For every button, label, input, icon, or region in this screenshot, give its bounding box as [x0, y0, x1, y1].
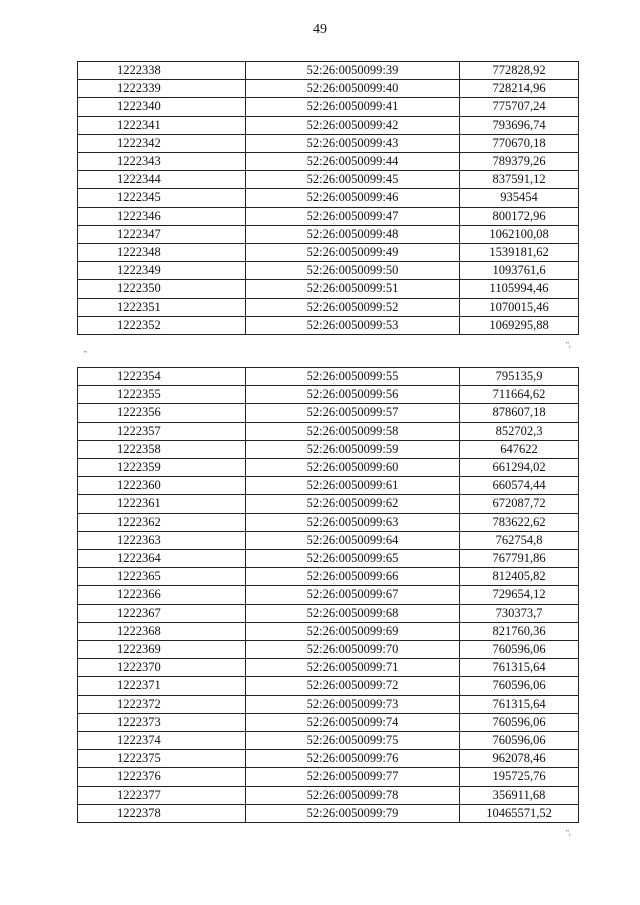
- table-row: [78, 189, 579, 207]
- row-id-cell: 1222370: [78, 659, 246, 677]
- cadastral-number-cell: 52:26:0050099:58: [246, 422, 460, 440]
- table-row: [78, 477, 579, 495]
- value-cell: 1093761,6: [460, 262, 579, 280]
- value-cell: 1070015,46: [460, 298, 579, 316]
- row-id-cell: 1222342: [78, 134, 246, 152]
- value-cell: 647622: [460, 440, 579, 458]
- value-cell: 730373,7: [460, 604, 579, 622]
- value-cell: 195725,76: [460, 768, 579, 786]
- row-id-cell: 1222360: [78, 477, 246, 495]
- closing-quote-mark: ",: [566, 829, 571, 837]
- cadastral-number-cell: 52:26:0050099:40: [246, 80, 460, 98]
- table-row: [78, 422, 579, 440]
- table-row: [78, 262, 579, 280]
- cadastral-number-cell: 52:26:0050099:43: [246, 134, 460, 152]
- cadastral-number-cell: 52:26:0050099:48: [246, 225, 460, 243]
- cadastral-number-cell: 52:26:0050099:49: [246, 244, 460, 262]
- cadastral-number-cell: 52:26:0050099:52: [246, 298, 460, 316]
- cadastral-number-cell: 52:26:0050099:78: [246, 786, 460, 804]
- row-id-cell: 1222346: [78, 207, 246, 225]
- cadastral-number-cell: 52:26:0050099:42: [246, 116, 460, 134]
- value-cell: 761315,64: [460, 695, 579, 713]
- value-cell: 837591,12: [460, 171, 579, 189]
- table-row: [78, 280, 579, 298]
- cadastral-number-cell: 52:26:0050099:44: [246, 153, 460, 171]
- value-cell: 935454: [460, 189, 579, 207]
- row-id-cell: 1222344: [78, 171, 246, 189]
- row-id-cell: 1222343: [78, 153, 246, 171]
- value-cell: 728214,96: [460, 80, 579, 98]
- table-row: [78, 80, 579, 98]
- table-row: [78, 98, 579, 116]
- value-cell: 660574,44: [460, 477, 579, 495]
- cadastral-number-cell: 52:26:0050099:62: [246, 495, 460, 513]
- cadastral-number-cell: 52:26:0050099:51: [246, 280, 460, 298]
- table-row: [78, 550, 579, 568]
- value-cell: 800172,96: [460, 207, 579, 225]
- value-cell: 1062100,08: [460, 225, 579, 243]
- table-body: [78, 368, 579, 823]
- row-id-cell: 1222349: [78, 262, 246, 280]
- value-cell: 711664,62: [460, 386, 579, 404]
- table-row: [78, 622, 579, 640]
- cadastral-number-cell: 52:26:0050099:69: [246, 622, 460, 640]
- table-row: [78, 659, 579, 677]
- closing-quote-mark: ",: [566, 341, 571, 349]
- row-id-cell: 1222376: [78, 768, 246, 786]
- cadastral-number-cell: 52:26:0050099:71: [246, 659, 460, 677]
- value-cell: 356911,68: [460, 786, 579, 804]
- table-row: [78, 677, 579, 695]
- value-cell: 760596,06: [460, 732, 579, 750]
- value-cell: 770670,18: [460, 134, 579, 152]
- value-cell: 762754,8: [460, 531, 579, 549]
- table-row: [78, 116, 579, 134]
- cadastral-number-cell: 52:26:0050099:77: [246, 768, 460, 786]
- cadastral-number-cell: 52:26:0050099:72: [246, 677, 460, 695]
- page-number: 49: [313, 22, 327, 37]
- value-cell: 767791,86: [460, 550, 579, 568]
- cadastral-number-cell: 52:26:0050099:74: [246, 713, 460, 731]
- table-row: [78, 316, 579, 334]
- cadastral-number-cell: 52:26:0050099:64: [246, 531, 460, 549]
- value-cell: 962078,46: [460, 750, 579, 768]
- table-row: [78, 244, 579, 262]
- row-id-cell: 1222365: [78, 568, 246, 586]
- row-id-cell: 1222348: [78, 244, 246, 262]
- table-row: [78, 459, 579, 477]
- row-id-cell: 1222339: [78, 80, 246, 98]
- table-row: [78, 531, 579, 549]
- row-id-cell: 1222340: [78, 98, 246, 116]
- value-cell: 760596,06: [460, 677, 579, 695]
- row-id-cell: 1222338: [78, 62, 246, 80]
- row-id-cell: 1222372: [78, 695, 246, 713]
- cadastral-number-cell: 52:26:0050099:56: [246, 386, 460, 404]
- value-cell: 783622,62: [460, 513, 579, 531]
- cadastral-number-cell: 52:26:0050099:66: [246, 568, 460, 586]
- value-cell: 795135,9: [460, 368, 579, 386]
- table-row: [78, 225, 579, 243]
- row-id-cell: 1222350: [78, 280, 246, 298]
- row-id-cell: 1222341: [78, 116, 246, 134]
- row-id-cell: 1222371: [78, 677, 246, 695]
- value-cell: 812405,82: [460, 568, 579, 586]
- table-row: [78, 786, 579, 804]
- cadastral-number-cell: 52:26:0050099:57: [246, 404, 460, 422]
- table-body: [78, 62, 579, 335]
- row-id-cell: 1222355: [78, 386, 246, 404]
- row-id-cell: 1222356: [78, 404, 246, 422]
- value-cell: 878607,18: [460, 404, 579, 422]
- cadastral-number-cell: 52:26:0050099:60: [246, 459, 460, 477]
- data-table-1: [77, 61, 579, 335]
- cadastral-number-cell: 52:26:0050099:45: [246, 171, 460, 189]
- row-id-cell: 1222369: [78, 641, 246, 659]
- row-id-cell: 1222361: [78, 495, 246, 513]
- row-id-cell: 1222347: [78, 225, 246, 243]
- cadastral-number-cell: 52:26:0050099:73: [246, 695, 460, 713]
- cadastral-number-cell: 52:26:0050099:63: [246, 513, 460, 531]
- cadastral-number-cell: 52:26:0050099:47: [246, 207, 460, 225]
- value-cell: 760596,06: [460, 641, 579, 659]
- value-cell: 672087,72: [460, 495, 579, 513]
- row-id-cell: 1222364: [78, 550, 246, 568]
- cadastral-number-cell: 52:26:0050099:39: [246, 62, 460, 80]
- opening-quote-mark: ": [84, 350, 87, 358]
- value-cell: 775707,24: [460, 98, 579, 116]
- cadastral-number-cell: 52:26:0050099:75: [246, 732, 460, 750]
- cadastral-number-cell: 52:26:0050099:55: [246, 368, 460, 386]
- table-row: [78, 750, 579, 768]
- table-row: [78, 695, 579, 713]
- table-row: [78, 732, 579, 750]
- row-id-cell: 1222373: [78, 713, 246, 731]
- cadastral-number-cell: 52:26:0050099:79: [246, 804, 460, 822]
- cadastral-number-cell: 52:26:0050099:76: [246, 750, 460, 768]
- value-cell: 661294,02: [460, 459, 579, 477]
- cadastral-number-cell: 52:26:0050099:59: [246, 440, 460, 458]
- table-row: [78, 495, 579, 513]
- row-id-cell: 1222362: [78, 513, 246, 531]
- row-id-cell: 1222359: [78, 459, 246, 477]
- table-row: [78, 604, 579, 622]
- value-cell: 789379,26: [460, 153, 579, 171]
- table-row: [78, 568, 579, 586]
- row-id-cell: 1222377: [78, 786, 246, 804]
- value-cell: 10465571,52: [460, 804, 579, 822]
- cadastral-number-cell: 52:26:0050099:70: [246, 641, 460, 659]
- table-row: [78, 153, 579, 171]
- row-id-cell: 1222351: [78, 298, 246, 316]
- value-cell: 1539181,62: [460, 244, 579, 262]
- row-id-cell: 1222352: [78, 316, 246, 334]
- row-id-cell: 1222354: [78, 368, 246, 386]
- row-id-cell: 1222357: [78, 422, 246, 440]
- value-cell: 852702,3: [460, 422, 579, 440]
- row-id-cell: 1222345: [78, 189, 246, 207]
- row-id-cell: 1222368: [78, 622, 246, 640]
- table-row: [78, 641, 579, 659]
- cadastral-number-cell: 52:26:0050099:67: [246, 586, 460, 604]
- value-cell: 1105994,46: [460, 280, 579, 298]
- row-id-cell: 1222363: [78, 531, 246, 549]
- table-row: [78, 62, 579, 80]
- table-row: [78, 440, 579, 458]
- table-row: [78, 386, 579, 404]
- table-row: [78, 171, 579, 189]
- table-row: [78, 207, 579, 225]
- value-cell: 772828,92: [460, 62, 579, 80]
- row-id-cell: 1222375: [78, 750, 246, 768]
- row-id-cell: 1222378: [78, 804, 246, 822]
- value-cell: 793696,74: [460, 116, 579, 134]
- table-row: [78, 513, 579, 531]
- cadastral-number-cell: 52:26:0050099:50: [246, 262, 460, 280]
- cadastral-number-cell: 52:26:0050099:53: [246, 316, 460, 334]
- cadastral-number-cell: 52:26:0050099:68: [246, 604, 460, 622]
- value-cell: 729654,12: [460, 586, 579, 604]
- cadastral-number-cell: 52:26:0050099:46: [246, 189, 460, 207]
- table-row: [78, 768, 579, 786]
- cadastral-number-cell: 52:26:0050099:65: [246, 550, 460, 568]
- table-row: [78, 404, 579, 422]
- row-id-cell: 1222358: [78, 440, 246, 458]
- value-cell: 760596,06: [460, 713, 579, 731]
- table-row: [78, 368, 579, 386]
- cadastral-number-cell: 52:26:0050099:61: [246, 477, 460, 495]
- table-row: [78, 586, 579, 604]
- value-cell: 1069295,88: [460, 316, 579, 334]
- row-id-cell: 1222374: [78, 732, 246, 750]
- table-row: [78, 713, 579, 731]
- table-row: [78, 298, 579, 316]
- value-cell: 821760,36: [460, 622, 579, 640]
- row-id-cell: 1222366: [78, 586, 246, 604]
- data-table-2: [77, 367, 579, 823]
- cadastral-number-cell: 52:26:0050099:41: [246, 98, 460, 116]
- row-id-cell: 1222367: [78, 604, 246, 622]
- table-row: [78, 134, 579, 152]
- table-row: [78, 804, 579, 822]
- value-cell: 761315,64: [460, 659, 579, 677]
